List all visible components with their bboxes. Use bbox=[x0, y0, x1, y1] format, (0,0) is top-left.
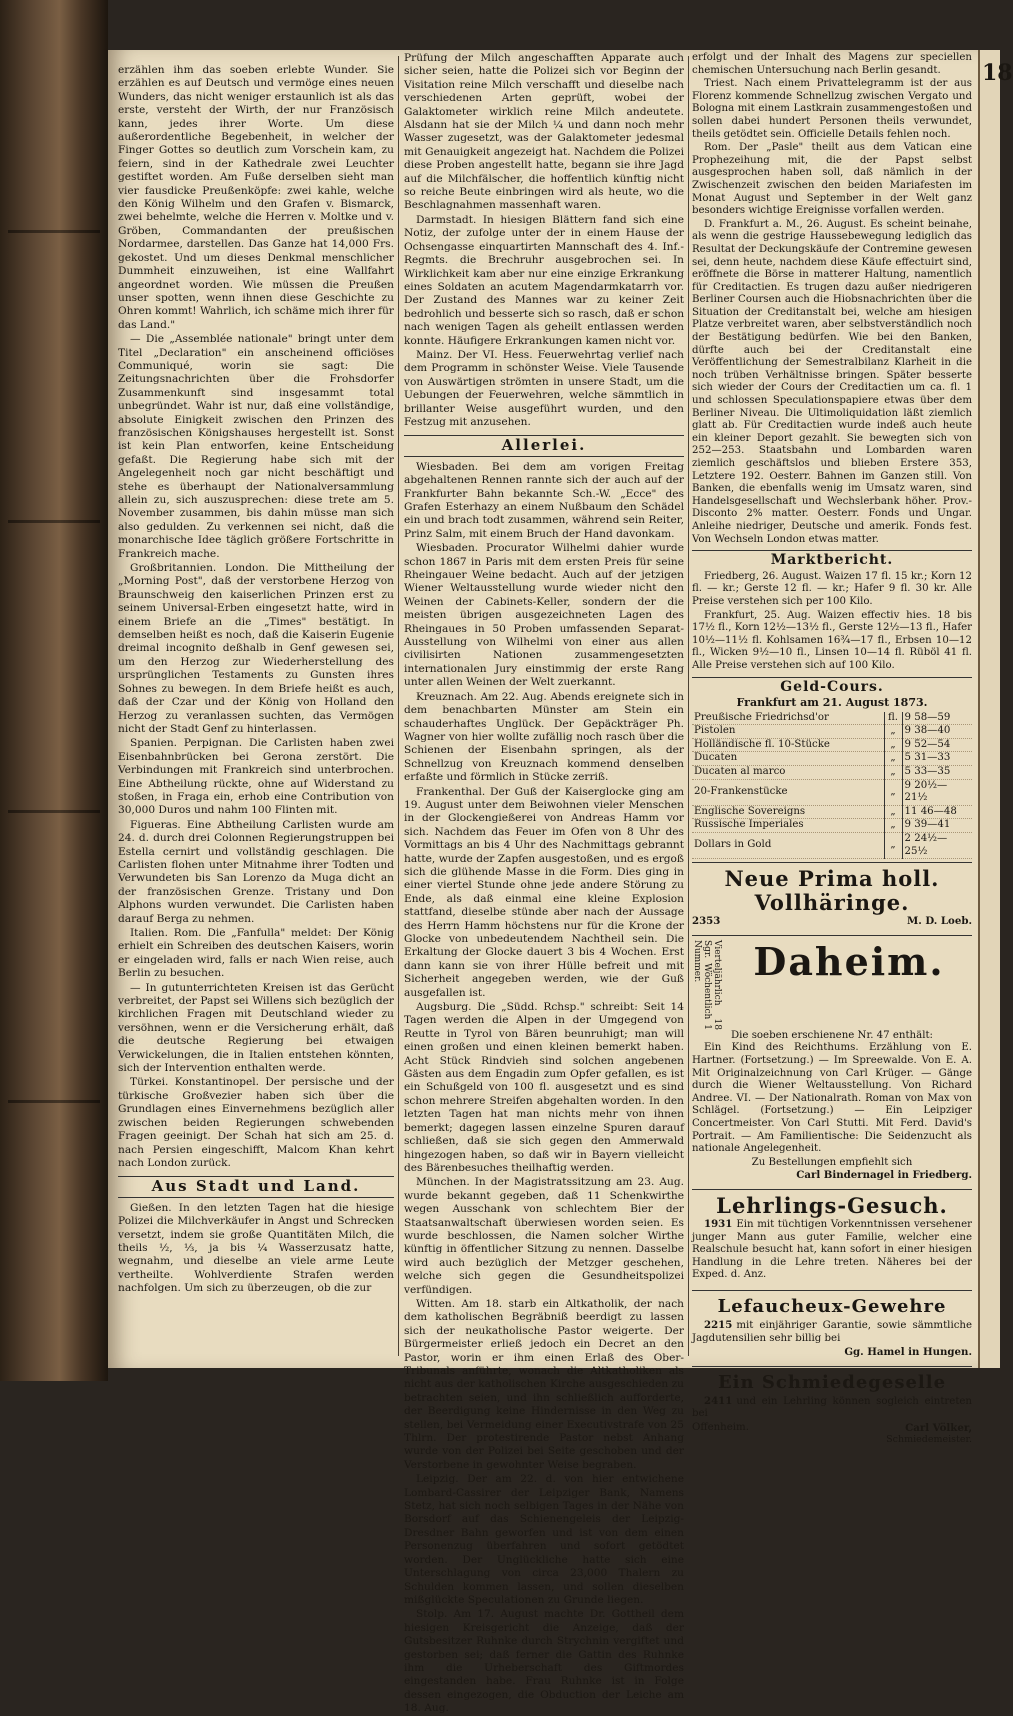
advert-apprentice bbox=[692, 1189, 972, 1287]
article-paragraph: Figueras. Eine Abtheilung Carlisten wurde am 24. d. durch drei Colonnen Regierungstruppen bei Estella cernirt und vollständig geschlagen. Die Carlisten flohen unter Mitnahme ihrer Todten und Verwundeten bis San Lorenzo da Muga dicht an der französischen Grenze. Tristany und Don Alphons wurden verwundet. Die Carlisten haben darauf Berga zu nehmen. bbox=[118, 818, 394, 925]
advert-title: Ein Schmiedegeselle bbox=[717, 1371, 947, 1393]
advert-daheim bbox=[692, 935, 972, 1186]
currency-name: Russische Imperiales bbox=[692, 819, 884, 833]
currency-unit: „ bbox=[884, 779, 902, 805]
advert-body: Ein mit tüchtigen Vorkenntnissen versehener junger Mann aus guter Familie, welcher eine Realschule besucht hat, kann sofort in einer hiesigen Handlung in die Lehre treten. Näheres bei der Exped. d. Anz. bbox=[692, 1218, 972, 1281]
daheim-subscription-note: Vierteljährlich 18 Sgr. Wöchentlich 1 Nummer. bbox=[692, 939, 722, 1030]
article-paragraph: Leipzig. Der am 22. d. von hier entwichene Lombard-Cassirer der Leipziger Bank, Namens Stetz, hat sich noch selbigen Tages in der Nähe von Borsdorf auf das Schienengeleis der Leipzig-Dresdner Bahn geworfen und ist von dem einen Personenzug überfahren und sofort getödtet worden. Der Unglückliche hatte sich eine Unterschlagung von circa 23,000 Thalern zu Schulden kommen lassen, und sollen dieselben mißglückte Speculationen zu Grunde liegen. bbox=[404, 1473, 684, 1606]
currency-value: 9 38—40 bbox=[902, 725, 972, 739]
currency-name: Englische Sovereigns bbox=[692, 805, 884, 819]
article-paragraph: Prüfung der Milch angeschafften Apparate auch sicher seien, hatte die Polizei sich vor Beginn der Visitation reine Milch verschafft und dieselbe nach verschiedenen Arten geprüft, wobei der Galaktometer wirklich reine Milch andeutete. Alsdann hat sie der Milch ¼ und dann noch mehr Wasser zugesetzt, was der Galaktometer jedesmal mit Genauigkeit angezeigt hat. Nachdem die Polizei diese Proben angestellt hatte, begann sie ihre Jagd auf die Milchfälscher, die hoffentlich künftig nicht so reiche Beute einbringen wird als heute, wo die Beschlagnahmen massenhaft waren. bbox=[404, 52, 684, 212]
article-paragraph: München. In der Magistratssitzung am 23. Aug. wurde bekannt gegeben, daß 11 Schenkwirthe wegen Ausschank von schlechtem Bier der Staatsanwaltschaft überwiesen worden seien. Es wurde beschlossen, die Namen solcher Wirthe künftig in öffentlicher Sitzung zu nennen. Dasselbe wird auch bezüglich der Metzger geschehen, welche sich gegen die Gesundheitspolizei verfündigen. bbox=[404, 1176, 684, 1296]
advert-number: 2215 bbox=[704, 1318, 733, 1331]
advert-number: 2353 bbox=[692, 915, 721, 928]
column-3 bbox=[692, 52, 972, 1446]
daheim-signature: Carl Bindernagel in Friedberg. bbox=[796, 1169, 972, 1182]
facing-page-edge bbox=[978, 50, 1000, 1368]
daheim-contents: Ein Kind des Reichthums. Erzählung von E. Hartner. (Fortsetzung.) — Im Spreewalde. Von E. A. Mit Originalzeichnung von Carl Krüger. — Gänge durch die Wiener Weltausstellung. Von Richard Andree. VI. — Der Nationalrath. Roman von Max von Schlägel. (Fortsetzung.) — Ein Leipziger Concertmeister. Von Carl Stutti. Mit Ferd. David's Portrait. — Am Familientische: Die Seidenzucht als nationale Angelegenheit. bbox=[692, 1042, 972, 1155]
advert-herring bbox=[692, 862, 972, 932]
advert-body: und ein Lehrling können sogleich eintreten bei bbox=[692, 1395, 972, 1420]
article-paragraph: erzählen ihm das soeben erlebte Wunder. Sie erzählen es auf Deutsch und vermöge eines neuen Wunders, das nicht weniger erstaunlich ist als das erste, versteht der Wirth, der nur Französisch kann, jedes ihrer Worte. Um diese außerordentliche Begebenheit, in welcher der Finger Gottes so deutlich zum Vorschein kam, zu feiern, sind in der Kathedrale zwei Leuchter gestiftet worden. Am Fuße derselben sieht man vier fausdicke Preußenköpfe: zwei kahle, welche den König Wilhelm und den Grafen v. Bismarck, zwei behelmte, welche die Herren v. Moltke und v. Gröben, Commandanten der preußischen Nordarmee, darstellen. Das Ganze hat 14,000 Frs. gekostet. Und um dieses Denkmal menschlicher Dummheit einzuweihen, ist eine Wallfahrt angeordnet worden. Wie müssen die Preußen unser spotten, wenn ihnen diese Geschichte zu Ohren kommt! Wahrlich, ich schäme mich ihrer für das Land." bbox=[118, 64, 394, 331]
advert-number: 1931 bbox=[704, 1217, 733, 1230]
section-heading: Aus Stadt und Land. bbox=[118, 1176, 394, 1197]
article-paragraph: Witten. Am 18. starb ein Altkatholik, der nach dem katholischen Begräbniß beerdigt zu lassen sich der neukatholische Pastor weigerte. Der Bürgermeister erließ jedoch ein Decret an den Pastor, worin er ihm einen Erlaß des Ober-Tribunals anführte, wonach die Altkatholiken als nicht aus der katholischen Kirche ausgeschieden zu betrachten seien, und ihn schließlich aufforderte, der Beerdigung keine Hindernisse in den Weg zu stellen, bei Vermeidung einer Executivstrafe von 25 Thlrn. Der protestirende Pastor nebst Anhang wurde von der Polizei bei Seite geschoben und der Verstorbene in gewohnter Weise begraben. bbox=[404, 1297, 684, 1471]
advert-signature: Gg. Hamel in Hungen. bbox=[844, 1346, 972, 1359]
advert-smith bbox=[692, 1366, 972, 1451]
currency-name: Ducaten bbox=[692, 752, 884, 766]
column-2 bbox=[404, 52, 685, 1715]
currency-row bbox=[692, 819, 972, 833]
currency-value: 9 52—54 bbox=[902, 738, 972, 752]
daheim-title: Daheim. bbox=[753, 938, 945, 984]
article-paragraph: Darmstadt. In hiesigen Blättern fand sich eine Notiz, der zufolge unter der in einem Hause der Ochsengasse einquartirten Mannschaft des 4. Inf.-Regmts. die Brechruhr ausgebrochen sei. In Wirklichkeit kam aber nur eine einzige Erkrankung eines Soldaten an acutem Magendarmkatarrh vor. Der Zustand des Mannes war zu keiner Zeit bedrohlich und besserte sich so rasch, daß er schon nach wenigen Tagen als geheilt entlassen werden konnte. Häufigere Erkrankungen kamen nicht vor. bbox=[404, 213, 685, 347]
article-paragraph: Rom. Der „Pasle" theilt aus dem Vatican eine Prophezeihung mit, die der Papst selbst ausgesprochen haben soll, daß nämlich in der Zwischenzeit zwischen den beiden Mariafesten im Monat August und September in der Welt ganz besonders wichtige Ereignisse vorfallen werden. bbox=[692, 142, 972, 217]
article-paragraph: erfolgt und der Inhalt des Magens zur speciellen chemischen Untersuchung nach Berlin gesandt. bbox=[692, 52, 972, 76]
article-paragraph: Wiesbaden. Bei dem am vorigen Freitag abgehaltenen Rennen rannte sich der auch auf der Frankfurter Bahn bekannte Sch.-W. „Ecce" des Grafen Esterhazy an einem Nußbaum den Schädel ein und brach todt zusammen, während sein Reiter, Prinz Salm, mit einem Bruch der Hand davonkam. bbox=[404, 460, 684, 540]
currency-name: Pistolen bbox=[692, 725, 884, 739]
article-paragraph: Türkei. Konstantinopel. Der persische und der türkische Großvezier haben sich über die Grundlagen eines Einvernehmens bezüglich aller zwischen beiden Regierungen schwebenden Fragen geeinigt. Der Schah hat sich am 25. d. nach Persien eingeschifft, Malcom Khan kehrt nach London zurück. bbox=[118, 1076, 394, 1169]
article-paragraph: Wiesbaden. Procurator Wilhelmi dahier wurde schon 1867 in Paris mit dem ersten Preis für seine Rheingauer Weine bedacht. Auch auf der jetzigen Wiener Weltausstellung wurde wieder nicht den Weinen der Cabinets-Keller, sondern der die meisten übrigen ausgezeichneten Lagen des Rheingaues in 50 Proben umfassenden Separat-Ausstellung von Wilhelmi von einer aus allen civilisirten Nationen zusammengesetzten internationalen Jury einstimmig der erste Rang unter allen Weinen der Welt zuerkannt. bbox=[404, 542, 684, 689]
advert-body: mit einjähriger Garantie, sowie sämmtliche Jagdutensilien sehr billig bei bbox=[692, 1319, 972, 1344]
currency-unit: „ bbox=[884, 766, 902, 780]
currency-unit: „ bbox=[884, 738, 902, 752]
currency-row bbox=[692, 712, 972, 725]
daheim-lead: Die soeben erschienene Nr. 47 enthält: bbox=[731, 1029, 933, 1041]
currency-heading: Geld-Cours. bbox=[692, 677, 972, 694]
advert-signature: M. D. Loeb. bbox=[906, 915, 972, 928]
book-binding bbox=[0, 0, 108, 1381]
currency-unit: „ bbox=[884, 752, 902, 766]
section-heading: Allerlei. bbox=[404, 435, 684, 456]
column-rule bbox=[398, 56, 399, 1356]
currency-value: 11 46—48 bbox=[902, 805, 972, 819]
market-heading: Marktbericht. bbox=[692, 550, 972, 567]
article-paragraph: D. Frankfurt a. M., 26. August. Es scheint beinahe, als wenn die gestrige Haussebewegung lediglich das Resultat der Deckungskäufe der Contremine gewesen sei, denn heute, nachdem diese Käufe effectuirt sind, eröffnete die Börse in matterer Haltung, namentlich für Creditactien. Es trugen dazu außer niedrigeren Berliner Coursen auch die Hiobsnachrichten über die Situation der Creditanstalt bei, welche am hiesigen Platze verbreitet waren, aber selbstverständlich noch der Bestätigung bedürfen. Wie bei den Banken, dürfte auch bei der Creditanstalt eine Veröffentlichung der Semestralbilanz Klarheit in die noch trüben Verhältnisse bringen. Später besserte sich wieder der Cours der Creditactien um ca. fl. 1 und schlossen Speculationspapiere etwas über dem Berliner Niveau. Die Ultimoliquidation läßt ziemlich glatt ab. Für Creditactien wurde indeß auch heute ein kleiner Deport gezahlt. Sie bewegten sich von 252—253. Staatsbahn und Lombarden waren ziemlich geschäftslos und blieben Erstere 353, Letztere 192. Oesterr. Bahnen im Ganzen still. Von Banken, die ebenfalls wenig im Umsatz waren, sind Handelsgesellschaft und Wechslerbank höher. Prov.-Disconto 2% matter. Oesterr. Fonds und Ungar. Anleihe niedriger, Deutsche und amerik. Fonds fest. Von Wechseln London etwas matter. bbox=[692, 218, 972, 545]
currency-name: 20-Frankenstücke bbox=[692, 779, 884, 805]
currency-table bbox=[692, 712, 972, 860]
currency-unit: fl. bbox=[884, 712, 902, 725]
currency-unit: „ bbox=[884, 725, 902, 739]
currency-value: 9 39—41 bbox=[902, 819, 972, 833]
article-paragraph: Italien. Rom. Die „Fanfulla" meldet: Der König erhielt ein Schreiben des deutschen Kaisers, worin er eingeladen wird, falls er nach Wien reise, auch Berlin zu besuchen. bbox=[118, 927, 394, 980]
currency-unit: „ bbox=[884, 833, 902, 859]
currency-row bbox=[692, 752, 972, 766]
column-1 bbox=[118, 64, 394, 1294]
article-paragraph: Augsburg. Die „Südd. Rchsp." schreibt: Seit 14 Tagen werden die Alpen in der Umgegend von Reutte in Tyrol von Bären beunruhigt; man will einen großen und einen kleinen bemerkt haben. Acht Stück Rindvieh sind solchen angebenen Gästen aus dem Engadin zum Opfer gefallen, es ist ein Schußgeld von 100 fl. ausgesetzt und es sind schon mehrere Streifen abgehalten worden. In den letzten Tagen hat man nichts mehr von ihnen bemerkt; dagegen lassen einzelne Spuren darauf schließen, daß sie sich gegen den Ammerwald hingezogen haben, so daß wir in Bayern vielleicht des Bärenbesuches theilhaftig werden. bbox=[404, 1001, 684, 1174]
market-report: Frankfurt, 25. Aug. Waizen effectiv hies. 18 bis 17½ fl., Korn 12½—13½ fl., Gerste 12½—13 fl., Hafer 10½—11½ fl. Kohlsamen 16¾—17 fl., Erbsen 10—12 fl., Wicken 9½—10 fl., Linsen 10—14 fl. Rüböl 41 fl. Alle Preise verstehen sich auf 100 Kilo. bbox=[692, 609, 972, 671]
advert-number: 2411 bbox=[704, 1394, 733, 1407]
advert-signature: Carl Völker, bbox=[905, 1421, 972, 1434]
currency-value: 9 20½—21½ bbox=[902, 779, 972, 805]
currency-value: 9 58—59 bbox=[902, 712, 972, 725]
advert-title: Lehrlings-Gesuch. bbox=[716, 1192, 948, 1218]
currency-value: 5 31—33 bbox=[902, 752, 972, 766]
currency-unit: „ bbox=[884, 805, 902, 819]
currency-row bbox=[692, 833, 972, 859]
currency-row bbox=[692, 779, 972, 805]
currency-value: 2 24½—25½ bbox=[902, 833, 972, 859]
currency-row bbox=[692, 766, 972, 780]
article-paragraph: Kreuznach. Am 22. Aug. Abends ereignete sich in dem benachbarten Münster am Stein ein schauderhaftes Unglück. Der Gepäckträger Ph. Wagner von hier wollte zufällig noch rasch über die Schienen der Eisenbahn springen, als der Schnellzug von Kreuznach kommend denselben erfaßte und förmlich in Stücke zerriß. bbox=[404, 690, 684, 784]
article-paragraph: Triest. Nach einem Privattelegramm ist der aus Florenz kommende Schnellzug zwischen Vergato und Bologna mit einem Lastkrain zusammengestoßen und sollen dabei hundert Personen theils verwundet, theils getödtet sein. Officielle Details fehlen noch. bbox=[692, 78, 972, 140]
article-paragraph: Mainz. Der VI. Hess. Feuerwehrtag verlief nach dem Programm in schönster Weise. Viele Tausende von Auswärtigen strömten in unsere Stadt, um die Uebungen der Feuerwehren, welche sämmtlich in brillanter Weise ausgeführt wurden, und den Festzug mit anzusehen. bbox=[404, 348, 684, 428]
currency-row bbox=[692, 805, 972, 819]
currency-name: Ducaten al marco bbox=[692, 766, 884, 780]
article-paragraph: Spanien. Perpignan. Die Carlisten haben zwei Eisenbahnbrücken bei Gerona zerstört. Die Verbindungen mit Frankreich sind unterbrochen. Eine Abtheilung rückte, ohne auf Widerstand zu stoßen, in Fraga ein, erhob eine Contribution von 30,000 Duros und nahm 100 Flinten mit. bbox=[118, 737, 394, 817]
article-paragraph: Gießen. In den letzten Tagen hat die hiesige Polizei die Milchverkäufer in Angst und Schrecken versetzt, indem sie große Quantitäten Milch, die theils ½, ⅓, ja bis ¼ Wasserzusatz hatte, wegnahm, und dieselbe an viele arme Leute vertheilte. Wohlverdiente Strafen werden nachfolgen. Um sich zu überzeugen, ob die zur bbox=[118, 1201, 394, 1295]
daheim-order: Zu Bestellungen empfiehlt sich bbox=[751, 1156, 913, 1168]
advert-guns bbox=[692, 1290, 972, 1363]
advert-place: Offenheim. bbox=[692, 1421, 749, 1433]
article-paragraph: — In gutunterrichteten Kreisen ist das Gerücht verbreitet, der Papst sei Willens sich bezüglich der kirchlichen Fragen mit Deutschland wieder zu versöhnen, wenn er die Versicherung erhält, daß die deutsche Regierung bei etwaigen Verwickelungen, die in Italien entstehen könnten, sich der Intervention enthalten werde. bbox=[118, 981, 394, 1075]
article-paragraph: Stolp. Am 17. August machte Dr. Gottheil dem hiesigen Kreisgericht die Anzeige, daß der Gutsbesitzer Ruhnke durch Strychnin vergiftet und gestorben sei; daß ferner die Gattin des Ruhnke ihm die Urheberschaft des Giftmordes eingestanden habe. Frau Ruhnke ist in Folge dessen eingezogen, die Obduction der Leiche am 18. Aug. bbox=[404, 1608, 684, 1715]
article-paragraph: Großbritannien. London. Die Mittheilung der „Morning Post", daß der verstorbene Herzog von Braunschweig den kaiserlichen Prinzen erst zu seinem Universal-Erben eingesetzt hatte, wird in einem Briefe an die „Times" bestätigt. In demselben heißt es noch, daß die Kaiserin Eugenie dreimal incognito deßhalb in Genf gewesen sei, um den Herzog zur Wiederherstellung des ursprünglichen Testaments zu Gunsten ihres Sohnes zu bewegen. In dem Briefe heißt es auch, daß der Czar und der König von Holland den Herzog zu veranlassen suchten, das Vermögen nicht der Stadt Genf zu hinterlassen. bbox=[118, 562, 394, 735]
currency-name: Dollars in Gold bbox=[692, 833, 884, 859]
column-rule bbox=[688, 56, 689, 1356]
currency-row bbox=[692, 725, 972, 739]
currency-value: 5 33—35 bbox=[902, 766, 972, 780]
advert-role: Schmiedemeister. bbox=[886, 1434, 972, 1446]
currency-row bbox=[692, 738, 972, 752]
currency-unit: „ bbox=[884, 819, 902, 833]
currency-name: Holländische fl. 10-Stücke bbox=[692, 738, 884, 752]
page-number: 18 bbox=[982, 60, 1013, 86]
advert-title: Neue Prima holl. Vollhäringe. bbox=[724, 866, 940, 916]
market-report: Friedberg, 26. August. Waizen 17 fl. 15 kr.; Korn 12 fl. — kr.; Gerste 12 fl. — kr.; Hafer 9 fl. 30 kr. Alle Preise verstehen sich per 100 Kilo. bbox=[692, 570, 972, 607]
currency-subheading: Frankfurt am 21. August 1873. bbox=[736, 696, 928, 710]
advert-title: Lefaucheux-Gewehre bbox=[717, 1295, 947, 1317]
currency-name: Preußische Friedrichsd'or bbox=[692, 712, 884, 725]
article-paragraph: Frankenthal. Der Guß der Kaiserglocke ging am 19. August unter dem Beiwohnen vieler Menschen in der Glockengießerei von Andreas Hamm vor sich. Nachdem das Feuer im Ofen von 8 Uhr des Vormittags an bis 4 Uhr des Nachmittags gebrannt hatte, wurde der Zapfen ausgestoßen, und es ergoß sich die glühende Masse in die Form. Dies ging in einer viertel Stunde ohne jede andere Störung zu Ende, als daß einmal eine kleine Explosion stattfand, dieselbe stünde aber nach der Aussage des Herrn Hamm höchstens nur für die Krone der Glocke von unbedeutendem Nachtheil sein. Die Erkaltung der Glocke dauert 3 bis 4 Wochen. Erst dann kann sie von ihrer Hülle befreit und mit Sicherheit angegeben werden, wie der Guß ausgefallen ist. bbox=[404, 785, 684, 999]
article-paragraph: — Die „Assemblée nationale" bringt unter dem Titel „Declaration" ein anscheinend officiöses Communiqué, worin sie sagt: Die Zeitungsnachrichten über die Frohsdorfer Zusammenkunft sind insgesammt total unbegründet. Wahr ist nur, daß eine vollständige, absolute Einigkeit zwischen den Prinzen des französischen Königshauses hergestellt ist. Sonst ist kein Plan entworfen, keine Entscheidung gefaßt. Die Regierung habe sich mit der Angelegenheit noch gar nicht beschäftigt und stehe es überhaupt der Nationalversammlung allein zu, sich auszusprechen: diese trete am 5. November zusammen, bis dahin müsse man sich also gedulden. Zu verkennen sei nicht, daß die monarchische Idee täglich größere Fortschritte in Frankreich mache. bbox=[118, 333, 394, 560]
